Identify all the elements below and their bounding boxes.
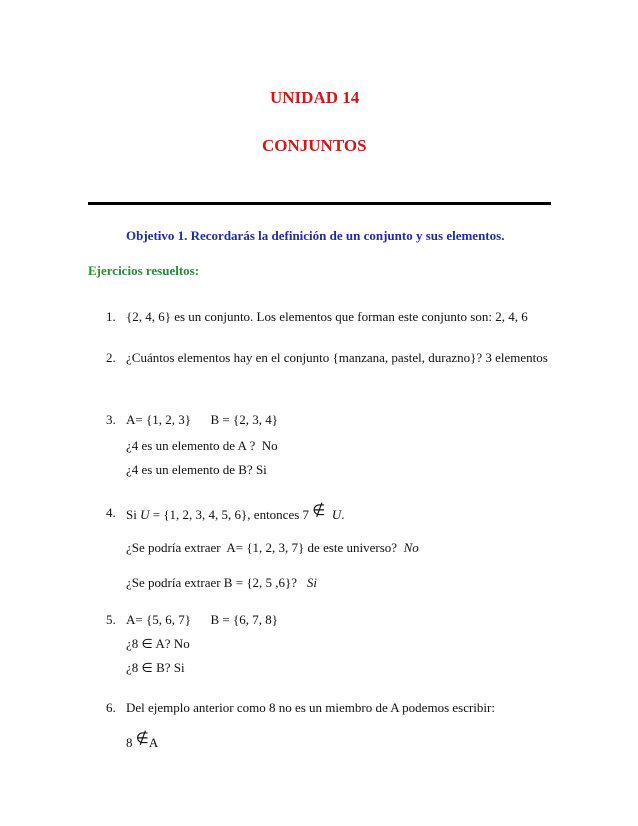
exercise-text: ¿Cuántos elementos hay en el conjunto {manzana, pastel, durazno}? 3 elementos [126,350,548,365]
exercise-number: 3. [106,412,116,427]
text-fragment: A? No [152,636,190,651]
text-fragment: ¿8 [126,660,142,675]
notation-line [126,729,159,751]
text-fragment: A [148,735,159,750]
not-element-of-icon: ∉ [312,501,326,519]
exercise-text: Del ejemplo anterior como 8 no es un miembro de A podemos escribir: [126,700,495,715]
answer: Si [306,575,317,590]
exercise-number: 6. [106,700,116,715]
objective-heading: Objetivo 1. Recordarás la definición de un conjunto y sus elementos. [126,228,505,243]
element-of-icon: ∈ [141,637,153,652]
text-fragment: ¿8 [126,636,142,651]
question-line: ¿4 es un elemento de A ? No [126,438,278,453]
exercise-number: 1. [106,309,116,324]
text-fragment: = {1, 2, 3, 4, 5, 6}, entonces 7 [149,507,313,522]
horizontal-divider [88,202,551,205]
section-title: Ejercicios resueltos: [88,263,200,278]
unit-title: UNIDAD 14 [270,88,360,107]
unit-subtitle: CONJUNTOS [262,136,367,155]
text-fragment: B? Si [152,660,185,675]
exercise-number: 5. [106,612,116,627]
not-element-of-icon: ∉ [135,729,149,747]
sets-definition: A= {1, 2, 3} B = {2, 3, 4} [126,412,278,427]
answer: No [403,540,419,555]
exercise-number: 4. [106,505,116,520]
question-line: ¿4 es un elemento de B? Si [126,462,267,477]
text-fragment: 8 [126,735,136,750]
question-line [126,636,190,652]
universe-symbol: U [331,507,342,522]
sets-definition: A= {5, 6, 7} B = {6, 7, 8} [126,612,278,627]
question-line [126,540,419,556]
exercise-number: 2. [106,350,116,365]
universe-statement [126,501,345,523]
text-fragment: ¿Se podría extraer B = {2, 5 ,6}? [126,575,307,590]
universe-symbol: U [140,507,150,522]
question-line [126,575,317,591]
text-fragment: ¿Se podría extraer A= {1, 2, 3, 7} de este universo? [126,540,404,555]
element-of-icon: ∈ [141,661,153,676]
text-fragment: Si [126,507,141,522]
exercise-text: {2, 4, 6} es un conjunto. Los elementos que forman este conjunto son: 2, 4, 6 [126,309,528,324]
question-line [126,660,185,676]
text-fragment: . [341,507,345,522]
